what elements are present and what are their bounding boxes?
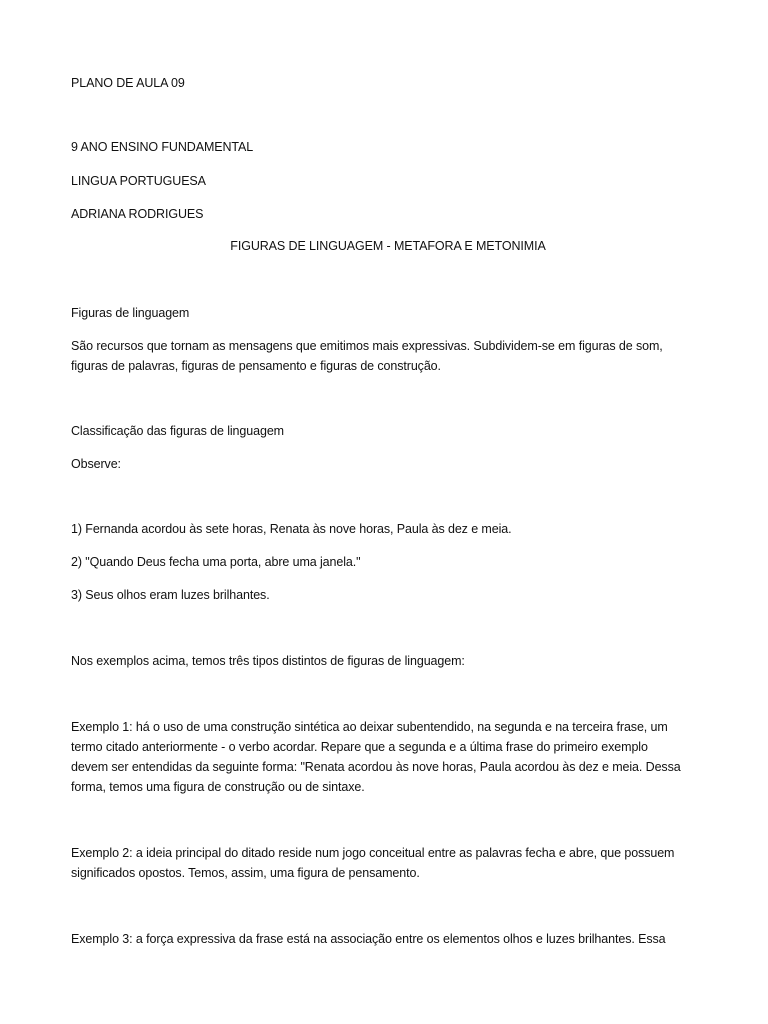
example-item: 1) Fernanda acordou às sete horas, Renata às nove horas, Paula às dez e meia.: [71, 522, 512, 536]
section-text-line: São recursos que tornam as mensagens que emitimos mais expressivas. Subdividem-se em figuras de som,: [71, 339, 663, 353]
exemplo1-line: devem ser entendidas da seguinte forma: "Renata acordou às nove horas, Paula acordou às dez e meia. Dessa: [71, 760, 681, 774]
grade-level: 9 ANO ENSINO FUNDAMENTAL: [71, 140, 254, 154]
section-heading-classificacao: Classificação das figuras de linguagem: [71, 424, 284, 438]
lesson-plan-number: PLANO DE AULA 09: [71, 76, 185, 90]
document-title: FIGURAS DE LINGUAGEM - METAFORA E METONIMIA: [230, 239, 546, 253]
subject: LINGUA PORTUGUESA: [71, 174, 206, 188]
section-text-line: figuras de palavras, figuras de pensamento e figuras de construção.: [71, 359, 441, 373]
exemplo1-line: Exemplo 1: há o uso de uma construção sintética ao deixar subentendido, na segunda e na terceira frase, um: [71, 720, 668, 734]
example-item: 2) "Quando Deus fecha uma porta, abre uma janela.": [71, 555, 361, 569]
exemplo1-line: termo citado anteriormente - o verbo acordar. Repare que a segunda e a última frase do primeiro exemplo: [71, 740, 648, 754]
section-heading-figuras: Figuras de linguagem: [71, 306, 190, 320]
exemplo3-line: Exemplo 3: a força expressiva da frase está na associação entre os elementos olhos e luzes brilhantes. Essa: [71, 932, 666, 946]
exemplo2-line: Exemplo 2: a ideia principal do ditado reside num jogo conceitual entre as palavras fecha e abre, que possuem: [71, 846, 675, 860]
exemplo2-line: significados opostos. Temos, assim, uma figura de pensamento.: [71, 866, 420, 880]
teacher-name: ADRIANA RODRIGUES: [71, 207, 204, 221]
observe-label: Observe:: [71, 457, 121, 471]
summary-text: Nos exemplos acima, temos três tipos distintos de figuras de linguagem:: [71, 654, 465, 668]
exemplo1-line: forma, temos uma figura de construção ou de sintaxe.: [71, 780, 365, 794]
example-item: 3) Seus olhos eram luzes brilhantes.: [71, 588, 270, 602]
